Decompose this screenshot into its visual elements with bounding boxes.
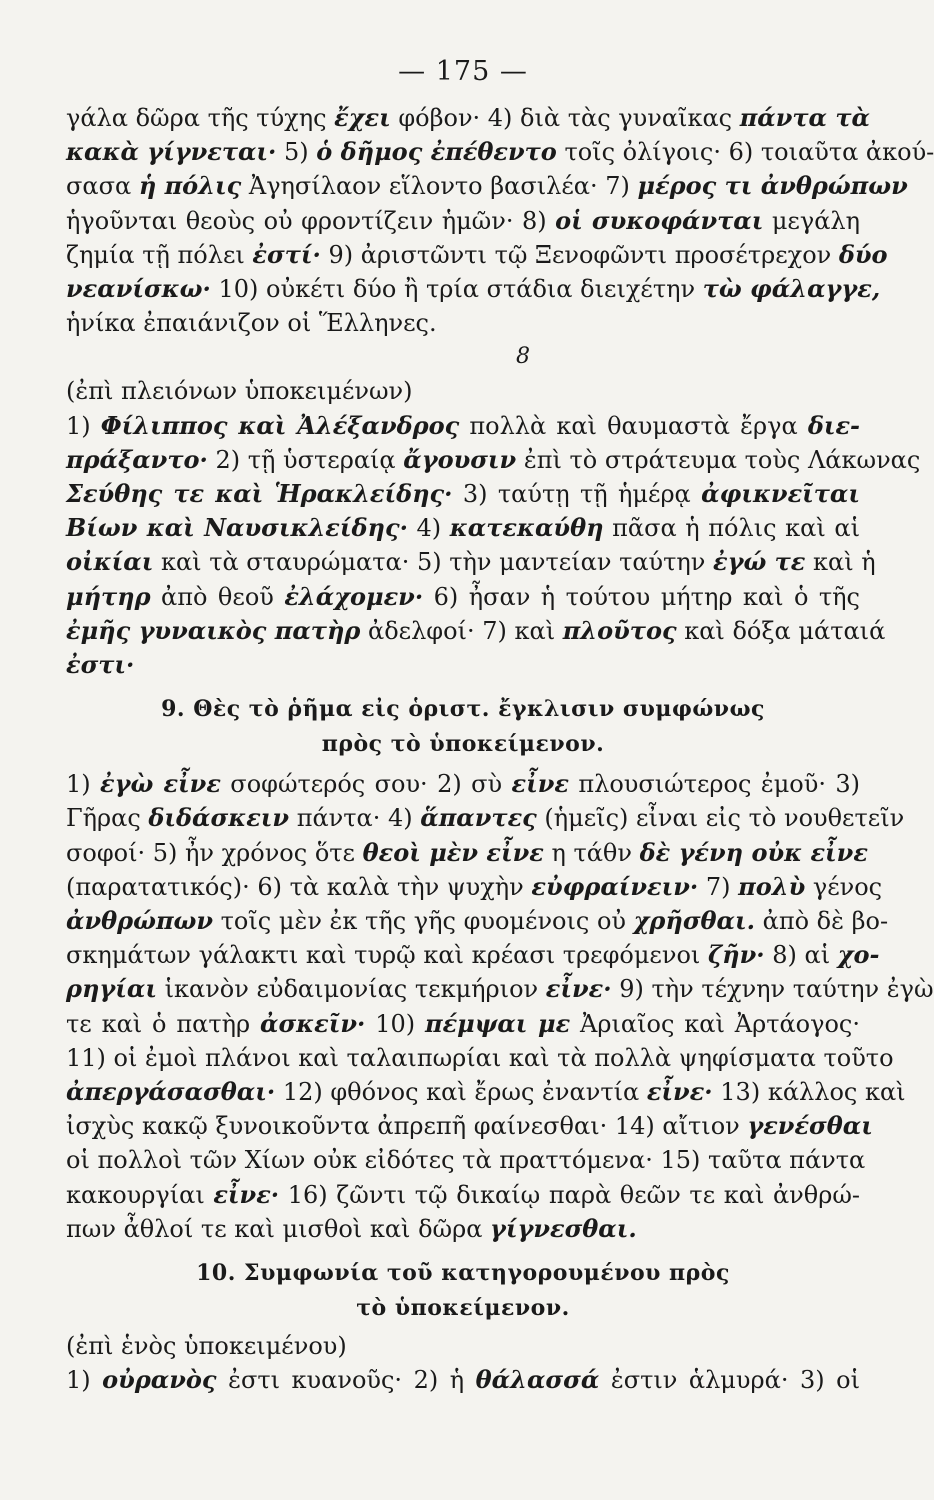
emphasized-text: διε- [807, 410, 860, 440]
text-line [66, 648, 860, 682]
line-text: 11) οἱ ἐμοὶ πλάνοι καὶ ταλαιπωρίαι καὶ τὰ πολλὰ ψηφίσματα τοῦτο [66, 1043, 894, 1072]
emphasized-text: διδάσκειν [148, 803, 290, 833]
emphasized-text: χρῆσθαι. [633, 906, 755, 936]
text-line [66, 306, 860, 340]
line-text: 4) [407, 514, 450, 543]
emphasized-text: ἐλάχομεν· [284, 581, 424, 611]
emphasized-text: ἀνθρώπων [66, 906, 214, 936]
emphasized-text: γενέσθαι [747, 1111, 873, 1141]
text-line [66, 374, 860, 408]
line-text: γένος [805, 872, 883, 901]
text-line [66, 1007, 860, 1041]
emphasized-text: ρηγίαι [66, 974, 157, 1004]
emphasized-text: πράξαντο· [66, 444, 208, 474]
text-line [66, 972, 934, 1006]
emphasized-text: οἱ συκοφάνται [555, 205, 764, 235]
emphasized-text: θάλασσά [475, 1365, 600, 1395]
page-number: — 175 — [398, 56, 528, 87]
line-text: Ἀριαῖος καὶ Ἀρτάογος· [570, 1009, 860, 1038]
text-line [66, 511, 860, 545]
emphasized-text: ἀσκεῖν· [260, 1008, 366, 1038]
text-line [66, 169, 908, 203]
line-text: ἀπὸ θεοῦ [150, 582, 285, 611]
line-text: 3) ταύτῃ τῇ ἡμέρᾳ [452, 480, 702, 509]
emphasized-text: οἰκίαι [66, 547, 154, 577]
text-block-1 [66, 101, 934, 340]
line-text: 1) [66, 770, 101, 799]
line-text: ἰσχὺς κακῷ ξυνοικοῦντα ἀπρεπῆ φαίνεσθαι· 14) αἴτιον [66, 1112, 748, 1141]
text-line [66, 1075, 906, 1109]
line-text: 9) ἀριστῶντι τῷ Ξενοφῶντι προσέτρεχον [320, 240, 839, 269]
emphasized-text: Βίων καὶ Ναυσικλείδης· [66, 513, 408, 543]
emphasized-text: δύο [838, 239, 888, 269]
line-text: ἐπὶ τὸ στράτευμα τοὺς Λάκωνας [516, 445, 921, 474]
line-text: τοῖς μὲν ἐκ τῆς γῆς φυομένοις οὐ [213, 907, 634, 936]
text-line [66, 614, 886, 648]
text-line [66, 1178, 860, 1212]
text-line [66, 135, 934, 169]
section-heading-9: 9. Θὲς τὸ ῥῆμα εἰς ὁριστ. ἔγκλισιν συμφώνως [161, 696, 765, 723]
line-text: οἱ πολλοὶ τῶν Χίων οὐκ εἰδότες τὰ πραττόμενα· 15) ταῦτα πάντα [66, 1146, 866, 1175]
text-line [66, 870, 883, 904]
line-text: ζημία τῇ πόλει [66, 240, 253, 269]
emphasized-text: μέρος τι ἀνθρώπων [637, 171, 908, 201]
line-text: 6) ἦσαν ἡ τούτου μήτηρ καὶ ὁ τῆς [423, 582, 860, 611]
emphasized-text: κατεκαύθη [449, 513, 604, 543]
line-text: 10) οὐκέτι δύο ἢ τρία στάδια διειχέτην [210, 275, 703, 304]
line-text: τε καὶ ὁ πατὴρ [66, 1009, 260, 1038]
line-text: 8) αἱ [764, 941, 838, 970]
emphasized-text: εἶνε· [213, 1179, 280, 1209]
text-line [66, 443, 921, 477]
text-line [66, 801, 905, 835]
line-text: Ἀγησίλαον εἵλοντο βασιλέα· 7) [241, 172, 638, 201]
line-text: ἡγοῦνται θεοὺς οὐ φροντίζειν ἡμῶν· 8) [66, 206, 556, 235]
line-text: ἱκανὸν εὐδαιμονίας τεκμήριον [156, 975, 546, 1004]
text-line [66, 836, 868, 870]
emphasized-text: ἄγουσιν [403, 444, 517, 474]
line-text: 12) φθόνος καὶ ἔρως ἐναντία [275, 1078, 647, 1107]
emphasized-text: ἐστι· [66, 650, 135, 680]
emphasized-text: ἡ πόλις [138, 171, 242, 201]
text-line [66, 1329, 860, 1363]
emphasized-text: ἐγὼ εἶνε [100, 769, 221, 799]
line-text: (ἡμεῖς) εἶναι εἰς τὸ νουθετεῖν [536, 804, 905, 833]
line-text: ἀπὸ δὲ βο- [754, 907, 889, 936]
text-line [66, 1143, 866, 1177]
emphasized-text: ἐγώ τε [713, 547, 806, 577]
emphasized-text: θεοὶ μὲν εἶνε [362, 837, 544, 867]
text-line [66, 580, 860, 614]
line-text: πάντα· 4) [289, 804, 421, 833]
emphasized-text: ὁ δῆμος ἐπέθεντο [316, 137, 557, 167]
emphasized-text: ἐμῆς γυναικὸς πατὴρ [66, 615, 361, 645]
line-text: 10) [365, 1009, 426, 1038]
emphasized-text: τὼ φάλαγγε, [702, 274, 881, 304]
text-line [66, 101, 870, 135]
text-line [66, 409, 860, 443]
section-heading-10-cont: τὸ ὑποκείμενον. [356, 1294, 570, 1321]
emphasized-text: ἀφικνεῖται [701, 479, 861, 509]
line-text: Γῆρας [66, 804, 149, 833]
text-block-4 [66, 1329, 860, 1397]
emphasized-text: οὐρανὸς [102, 1365, 217, 1395]
line-text: πολλὰ καὶ θαυμαστὰ ἔργα [459, 411, 808, 440]
emphasized-text: νεανίσκω· [66, 274, 211, 304]
emphasized-text: Σεύθης τε καὶ Ἡρακλείδης· [66, 479, 453, 509]
emphasized-text: ἐστί· [252, 239, 321, 269]
text-line [66, 545, 876, 579]
emphasized-text: πολὺ [738, 871, 806, 901]
text-line [66, 1109, 873, 1143]
emphasized-text: ἀπεργάσασθαι· [66, 1077, 276, 1107]
emphasized-text: μήτηρ [66, 581, 151, 611]
line-text: σασα [66, 172, 139, 201]
line-text: σοφώτερός σου· 2) σὺ [220, 770, 512, 799]
line-text: καὶ δόξα μάταιά [676, 616, 886, 645]
text-line [66, 204, 860, 238]
line-text: καὶ τὰ σταυρώματα· 5) τὴν μαντείαν ταύτην [153, 548, 714, 577]
emphasized-text: χο- [837, 940, 880, 970]
line-text: ἐστιν ἁλμυρά· 3) οἱ [599, 1366, 860, 1395]
text-line [66, 938, 880, 972]
line-text: πᾶσα ἡ πόλις καὶ αἱ [603, 514, 860, 543]
line-text: μεγάλη [763, 206, 860, 235]
text-line [66, 1212, 860, 1246]
emphasized-text: ἔχει [334, 103, 391, 132]
section-heading-9-cont: πρὸς τὸ ὑποκείμενον. [321, 730, 605, 757]
text-line [66, 767, 860, 801]
emphasized-text: εὐφραίνειν· [531, 871, 699, 901]
emphasized-text: πλοῦτος [562, 615, 677, 645]
line-text: η τάθν [543, 838, 640, 867]
emphasized-text: εἶνε· [646, 1077, 713, 1107]
emphasized-text: Φίλιππος καὶ Ἀλέξανδρος [100, 410, 460, 440]
line-text: κακουργίαι [66, 1180, 214, 1209]
emphasized-text: εἶνε· [545, 974, 612, 1004]
text-block-2 [66, 374, 921, 682]
line-text: σοφοί· 5) ἦν χρόνος ὅτε [66, 838, 363, 867]
emphasized-text: δὲ γένη οὐκ εἶνε [639, 837, 868, 867]
line-text: γάλα δῶρα τῆς τύχης [66, 104, 335, 132]
emphasized-text: εἶνε [511, 769, 569, 799]
section-heading-10: 10. Συμφωνία τοῦ κατηγορουμένου πρὸς [196, 1260, 730, 1287]
line-text: ἐστι κυανοῦς· 2) ἡ [216, 1366, 476, 1395]
text-line [66, 1041, 894, 1075]
emphasized-text: πέμψαι με [425, 1008, 571, 1038]
line-text: 7) [698, 872, 739, 901]
line-text: τοῖς ὀλίγοις· 6) τοιαῦτα ἀκού- [556, 138, 934, 167]
line-text: 9) τὴν τέχνην ταύτην ἐγὼ [611, 975, 934, 1004]
line-text: (ἐπὶ πλειόνων ὑποκειμένων) [66, 377, 413, 406]
line-text: 2) τῇ ὑστεραίᾳ [207, 445, 404, 474]
text-line [66, 238, 888, 272]
line-text: καὶ ἡ [805, 548, 876, 577]
emphasized-text: κακὰ γίγνεται· [66, 137, 277, 167]
line-text: 16) ζῶντι τῷ δικαίῳ παρὰ θεῶν τε καὶ ἀνθρώ- [279, 1180, 861, 1209]
line-text: 1) [66, 411, 101, 440]
line-text: πλουσιώτερος ἐμοῦ· 3) [568, 770, 861, 799]
line-text: πων ἆθλοί τε καὶ μισθοὶ καὶ δῶρα [66, 1214, 491, 1243]
line-text: 1) [66, 1366, 103, 1395]
emphasized-text: ἅπαντες [420, 803, 537, 833]
line-text: (παρατατικός)· 6) τὰ καλὰ τὴν ψυχὴν [66, 872, 532, 901]
line-text: σκημάτων γάλακτι καὶ τυρῷ καὶ κρέασι τρεφόμενοι [66, 941, 708, 970]
line-text: φόβον· 4) διὰ τὰς γυναῖκας [390, 104, 740, 132]
line-text: (ἐπὶ ἑνὸς ὑποκειμένου) [66, 1332, 347, 1361]
text-block-3 [66, 767, 934, 1246]
text-line [66, 272, 881, 306]
emphasized-text: γίγνεσθαι. [490, 1213, 637, 1243]
emphasized-text: πάντα τὰ [739, 103, 870, 132]
line-text: 5) [276, 138, 317, 167]
emphasized-text: ζῆν· [707, 940, 765, 970]
marginal-mark: 8 [516, 344, 530, 370]
text-line [66, 1363, 860, 1397]
line-text: ἡνίκα ἐπαιάνιζον οἱ Ἕλληνες. [66, 309, 437, 338]
line-text: ἀδελφοί· 7) καὶ [360, 616, 563, 645]
line-text: 13) κάλλος καὶ [712, 1078, 906, 1107]
text-line [66, 904, 889, 938]
text-line [66, 477, 860, 511]
